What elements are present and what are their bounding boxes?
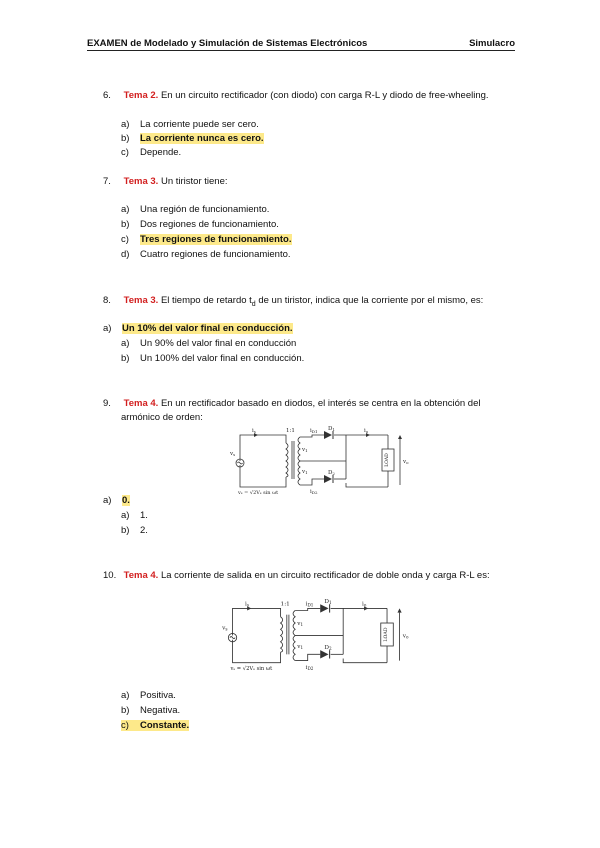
- question-text: En un rectificador basado en diodos, el interés se centra en la obtención del: [160, 398, 481, 409]
- question-topic: Tema 4.: [123, 570, 159, 581]
- svg-text:D2: [324, 645, 332, 651]
- svg-text:is: [245, 601, 249, 607]
- question-text-subscript: d: [251, 300, 256, 308]
- option-text: Positiva.: [140, 690, 176, 701]
- option-text: Depende.: [140, 147, 182, 158]
- label-d1: D: [328, 426, 333, 432]
- label-io-sub: o: [365, 429, 369, 434]
- option-10a[interactable]: [121, 690, 176, 701]
- question-7-stem: [103, 176, 228, 187]
- option-text-highlighted: Tres regiones de funcionamiento.: [140, 234, 292, 245]
- option-letter: a): [121, 690, 130, 701]
- label-d1-sub: 1: [332, 427, 335, 432]
- question-number: 9.: [103, 398, 111, 409]
- exam-type: Simulacro: [469, 38, 515, 49]
- question-text-end: de un tiristor, indica que la corriente por el mismo, es:: [255, 295, 484, 306]
- label-v1: v: [297, 621, 301, 628]
- question-topic: Tema 3.: [123, 295, 159, 306]
- label-equation: vₛ = √2Vₛ sin ωt: [238, 490, 279, 495]
- question-number: 8.: [103, 295, 111, 306]
- svg-text:D1: [328, 426, 335, 432]
- option-letter: c): [121, 147, 129, 158]
- label-io: i: [361, 601, 364, 608]
- option-letter: a): [121, 338, 130, 349]
- label-vo: v: [403, 459, 407, 465]
- label-v1b: v: [297, 644, 301, 651]
- option-letter: b): [121, 353, 130, 364]
- svg-text:iD1: [310, 428, 318, 434]
- svg-text:iD2: [306, 665, 314, 671]
- circuit-diagram-2: [220, 597, 410, 672]
- option-letter: c): [121, 720, 140, 731]
- label-vo-sub: o: [406, 460, 409, 465]
- question-topic: Tema 2.: [123, 90, 159, 101]
- option-9b[interactable]: [121, 510, 148, 521]
- label-v1-sub: 1: [300, 622, 304, 628]
- option-text-highlighted: Constante.: [140, 720, 190, 731]
- option-7b[interactable]: [121, 219, 279, 230]
- label-id2-sub: D2: [307, 665, 314, 671]
- option-6a[interactable]: [121, 119, 259, 130]
- label-ratio: 1:1: [280, 601, 290, 608]
- label-is: i: [245, 601, 247, 608]
- question-topic: Tema 3.: [123, 176, 159, 187]
- label-d2-sub: 2: [332, 471, 335, 476]
- label-equation: vₛ = √2Vₛ sin ωt: [230, 665, 273, 672]
- option-letter: b): [121, 219, 130, 230]
- label-v1b-sub: 1: [300, 645, 304, 651]
- label-d2: D: [328, 470, 333, 476]
- svg-text:iD1: [306, 601, 314, 607]
- label-is-sub: s: [246, 602, 250, 608]
- label-vo-sub: o: [405, 634, 409, 640]
- option-text-highlighted: La corriente nunca es cero.: [140, 133, 264, 144]
- option-letter: a): [103, 495, 112, 506]
- label-v1: v: [302, 447, 306, 453]
- label-id1-sub: D1: [307, 602, 314, 608]
- question-9-stem: [103, 398, 480, 409]
- option-letter: d): [121, 249, 130, 260]
- question-9-stem-cont: armónico de orden:: [121, 412, 203, 423]
- label-load: LOAD: [384, 627, 390, 642]
- question-topic: Tema 4.: [123, 398, 159, 409]
- option-7a[interactable]: [121, 204, 269, 215]
- label-ratio: 1:1: [286, 428, 295, 434]
- svg-text:iD2: [310, 489, 318, 495]
- option-letter: c): [121, 234, 129, 245]
- circuit-diagram-1: [228, 425, 410, 495]
- option-letter: b): [121, 705, 130, 716]
- svg-text:vo: [402, 634, 409, 640]
- label-vo: v: [402, 633, 406, 640]
- svg-text:D2: [328, 470, 335, 476]
- label-d1: D: [324, 599, 330, 606]
- option-7d[interactable]: [121, 249, 291, 260]
- option-letter: b): [121, 133, 130, 144]
- svg-text:vo: [402, 459, 409, 465]
- question-number: 10.: [103, 570, 117, 581]
- option-text: Cuatro regiones de funcionamiento.: [140, 249, 291, 260]
- svg-text:vs: [229, 451, 235, 457]
- question-10-stem: [103, 570, 490, 581]
- label-vs-sub: s: [233, 452, 236, 457]
- label-io: i: [364, 428, 366, 434]
- svg-text:v1: [296, 644, 303, 650]
- label-id1: i: [305, 601, 308, 608]
- svg-text:io: [364, 428, 369, 434]
- label-v1b: v: [302, 469, 306, 475]
- option-text: Negativa.: [140, 705, 181, 716]
- option-8a[interactable]: [103, 323, 293, 334]
- option-text: Una región de funcionamiento.: [140, 204, 270, 215]
- option-10b[interactable]: [121, 705, 180, 716]
- label-id1: i: [310, 428, 312, 434]
- label-id2: i: [305, 664, 308, 671]
- full-wave-rectifier-diagram-rl: [220, 597, 410, 672]
- option-6c[interactable]: [121, 147, 181, 158]
- option-9a[interactable]: [103, 495, 130, 506]
- option-text: La corriente puede ser cero.: [140, 119, 259, 130]
- svg-text:v1: [301, 447, 308, 453]
- option-8b[interactable]: [121, 338, 296, 349]
- label-vs: v: [230, 451, 234, 457]
- full-wave-rectifier-diagram: [228, 425, 410, 495]
- option-text: Dos regiones de funcionamiento.: [140, 219, 279, 230]
- svg-text:v1: [296, 621, 303, 627]
- question-number: 7.: [103, 176, 111, 187]
- label-is: i: [252, 428, 254, 434]
- question-6-stem: [103, 90, 489, 101]
- label-io-sub: o: [363, 602, 367, 608]
- label-d2: D: [324, 645, 330, 652]
- option-10c[interactable]: [121, 720, 189, 731]
- option-7c[interactable]: [121, 234, 292, 245]
- question-text: Un tiristor tiene:: [160, 176, 228, 187]
- option-letter: a): [121, 204, 130, 215]
- label-is-sub: s: [253, 429, 256, 434]
- label-d1-sub: 1: [329, 600, 332, 606]
- option-6b[interactable]: [121, 133, 264, 144]
- question-text: En un circuito rectificador (con diodo) con carga R-L y diodo de free-wheeling.: [160, 90, 489, 101]
- label-d2-sub: 2: [329, 646, 332, 652]
- option-letter: a): [121, 510, 130, 521]
- page-header: [87, 38, 515, 51]
- label-vs-sub: s: [225, 626, 228, 632]
- label-vs: v: [222, 625, 226, 632]
- label-id1-sub: D1: [311, 429, 318, 434]
- option-letter: a): [103, 323, 112, 334]
- question-text: La corriente de salida en un circuito rectificador de doble onda y carga R-L es:: [160, 570, 490, 581]
- option-letter: b): [121, 525, 130, 536]
- exam-title: EXAMEN de Modelado y Simulación de Sistemas Electrónicos: [87, 38, 368, 49]
- option-text: Un 100% del valor final en conducción.: [140, 353, 305, 364]
- label-v1-sub: 1: [305, 448, 308, 453]
- svg-text:vs: [221, 625, 227, 631]
- question-text: El tiempo de retardo t: [160, 295, 252, 306]
- svg-text:v1: [301, 469, 308, 475]
- option-text: 2.: [140, 525, 148, 536]
- question-number: 6.: [103, 90, 111, 101]
- option-9c[interactable]: [121, 525, 148, 536]
- svg-text:is: [252, 428, 256, 434]
- option-text-highlighted: Un 10% del valor final en conducción.: [122, 323, 293, 334]
- svg-text:D1: [324, 599, 332, 605]
- label-load: LOAD: [385, 453, 390, 467]
- svg-text:io: [362, 601, 367, 607]
- option-text-highlighted: 0.: [122, 495, 130, 506]
- question-8-stem: [103, 295, 483, 308]
- label-id2: i: [310, 489, 312, 495]
- option-8c[interactable]: [121, 353, 304, 364]
- label-id2-sub: D2: [311, 490, 318, 495]
- label-v1b-sub: 1: [305, 470, 308, 475]
- option-text: 1.: [140, 510, 148, 521]
- option-letter: a): [121, 119, 130, 130]
- option-text: Un 90% del valor final en conducción: [140, 338, 297, 349]
